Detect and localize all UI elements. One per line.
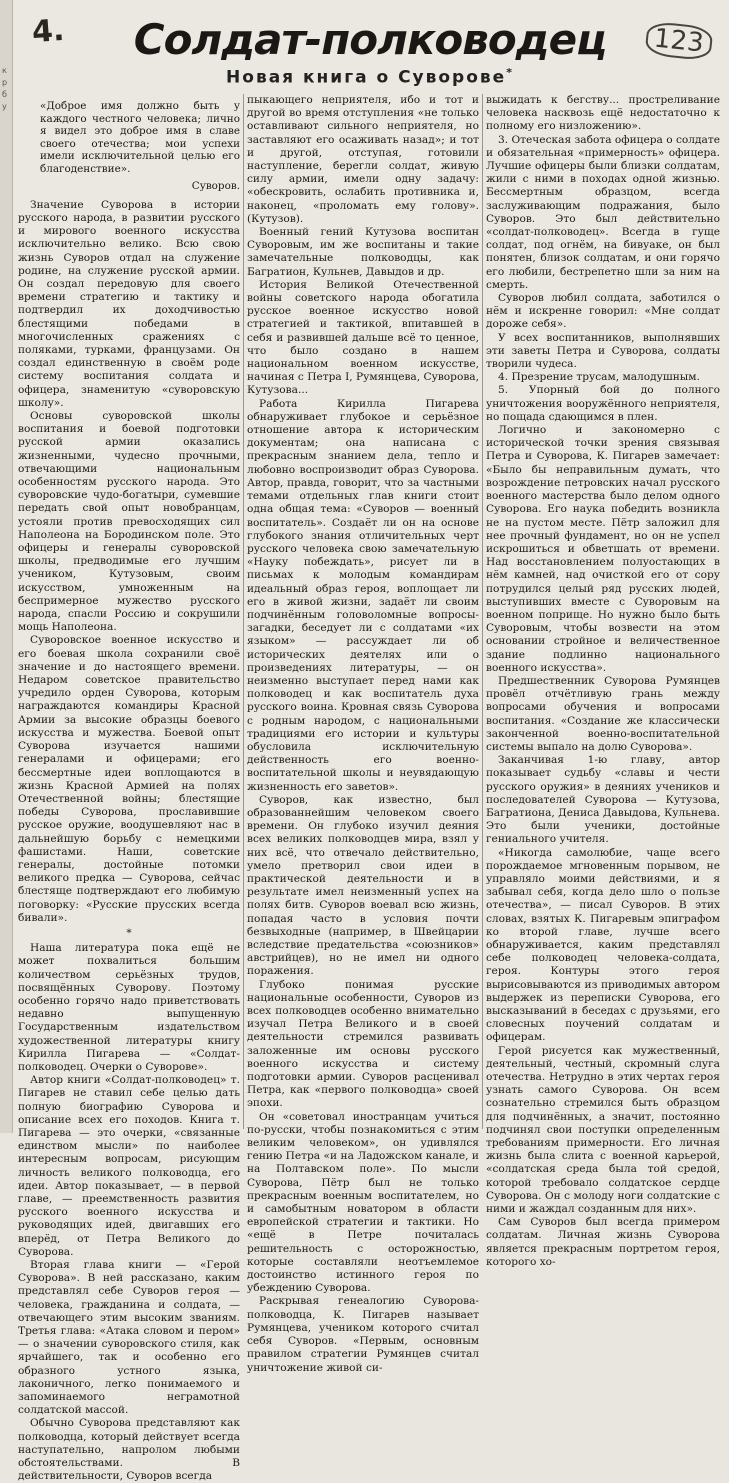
paragraph: Герой рисуется как мужественный, деятельный, честный, скромный слуга отечества. Нетрудно в этих чертах героя узнать самого Суворова. Он всем сознательно стремился быть образцом для подчинённых, а значит, постоянно подчинял свои поступки определенным требованиям примерности. Его личная жизнь была слита с военной карьерой, «солдатская среда была той средой, которой требовало солдатское сердце Суворова. Он с молоду ноги солдатские с ними и жаждал созданным для них». (486, 1044, 720, 1216)
paragraph: Работа Кирилла Пигарева обнаруживает глубокое и серьёзное отношение автора к историческим документам; она написана с прекрасным знанием дела, тепло и любовно воспроизводит образ Суворова. Автор, правда, говорит, что за частными темами отдельных глав книги стоит одна общая тема: «Суворов — военный воспитатель». Создаёт ли он на основе глубокого знания отличительных черт русского человека свою замечательную «Науку побеждать», рисует ли в письмах к молодым командирам идеальный образ героя, воплощает ли его в живой жизни, задаёт ли своим подчинённым головоломные вопросы-загадки, беседует ли с солдатами «их языком» — рассуждает ли об исторических деятелях или о произведениях литературы, — он неизменно выступает перед нами как полководец и как воспитатель духа русского воина. Кровная связь Суворова с родным народом, с национальными традициями его истории и культуры обусловила исключительную действенность его военно-воспитательной школы и неувядающую жизненность его заветов». (247, 397, 479, 793)
paragraph: Наша литература пока ещё не может похвалиться большим количеством серьёзных трудов, посвящённых Суворову. Поэтому особенно горячо надо приветствовать недавно выпущенную Государственным издательством художественной литературы книгу Кирилла Пигарева — «Солдат-полководец. Очерки о Суворове». (18, 942, 240, 1073)
paragraph: История Великой Отечественной войны советского народа обогатила русское военное искусство новой стратегией и тактикой, впитавшей в себя и развившей дальше всё то ценное, что было создано в нашем национальном военном искусстве, начиная с Петра I, Румянцева, Суворова, Кутузова... (247, 278, 479, 397)
paragraph: У всех воспитанников, выполнявших эти заветы Петра и Суворова, солдаты творили чудеса. (486, 331, 720, 371)
article-subtitle (180, 66, 560, 88)
paragraph: Раскрывая генеалогию Суворова-полководца, К. Пигарев называет Румянцева, учеником которого считал себя Суворов. «Первым, основным правилом стратегии Румянцев считал уничтожение живой си- (247, 1295, 479, 1374)
paragraph: Он «советовал иностранцам учиться по-русски, чтобы познакомиться с этим великим человеком», он удивлялся гению Петра «и на Ладожском канале, и на Полтавском поле». По мысли Суворова, Пётр был не только прекрасным военным воспитателем, но и самобытным новатором в области европейской стратегии и тактики. Но «ещё в Петре почиталась решительность с осторожностью, которые составляли неотъемлемое достоинство истинного героя по убеждению Суворова. (247, 1110, 479, 1295)
column-rule (243, 94, 244, 1129)
paragraph: Глубоко понимая русские национальные особенности, Суворов из всех полководцев особенно внимательно изучал Петра Великого и в своей деятельности стремился развивать заложенные им основы русского военного искусства и систему подготовки армии. Суворов расценивал Петра, как «первого полководца» своей эпохи. (247, 978, 479, 1110)
edge-mark: у (2, 102, 7, 111)
column-3 (486, 94, 720, 1268)
epigraph-author: Суворов. (191, 179, 240, 192)
page-number: 4. (30, 12, 66, 51)
handwritten-mark: 123 (644, 21, 713, 62)
paragraph: Автор книги «Солдат-полководец» т. Пигарев не ставил себе целью дать полную биографию Суворова и описание всех его походов. Книга т. Пигарева — это очерки, «связанные единством мысли» по наиболее интересным вопросам, рисующим личность великого полководца, его идеи. Автор показывает, — в первой главе, — преемственность развития русского военного искусства и руководящих идей, двигавших его вперёд, от Петра Великого до Суворова. (18, 1074, 240, 1258)
paragraph: Сам Суворов был всегда примером солдатам. Личная жизнь Суворова является прекрасным портретом героя, которого хо- (486, 1216, 720, 1268)
paragraph: Суворов любил солдата, заботился о нём и искренне говорил: «Мне солдат дороже себя». (486, 292, 720, 331)
paragraph: Основы суворовской школы воспитания и боевой подготовки русской армии оказались жизненными, чудесно прочными, отвечающими национальным особенностям русского народа. Это суворовские чудо-богатыри, сумевшие передать свой опыт новобранцам, устояли против превосходящих сил Наполеона на Бородинском поле. Это офицеры и генералы суворовской школы, предводимые его лучшим учеником, Кутузовым, своим искусством, умноженным на беспримерное мужество русского народа, спасли Россию и сокрушили мощь Наполеона. (18, 410, 240, 634)
paragraph: 5. Упорный бой до полного уничтожения вооружённого неприятеля, но пощада сдающимся в плен. (486, 384, 720, 423)
paragraph: Предшественник Суворова Румянцев провёл отчётливую грань между вопросами обучения и вопросами воспитания. «Создание же классически законченной военно-воспитательной системы выпало на долю Суворова». (486, 674, 720, 753)
page-edge (0, 0, 13, 1133)
paragraph: Значение Суворова в истории русского народа, в развитии русского и мирового военного искусства исключительно велико. Всю свою жизнь Суворов отдал на служение родине, на служение русской армии. Он создал передовую для своего времени стратегию и тактику и подтвердил их доходчивостью блестящими победами в многочисленных сражениях с поляками, турками, французами. Он создал единственную в своём роде систему воспитания солдата и офицера, знаменитую «суворовскую школу». (18, 198, 240, 409)
paragraph: Логично и закономерно с исторической точки зрения связывая Петра и Суворова, К. Пигарев замечает: «Было бы неправильным думать, что возрождение петровских начал русского военного мастерства было делом одного Суворова. Его наука победить возникла не на пустом месте. Пётр заложил для нее прочный фундамент, но он не успел искрошиться и обветшать от времени. Над восстановлением полуостающих в нём камней, над очисткой его от сору потрудился целый ряд русских людей, выступивших вместе с Суворовым на военном поприще. Но нужно было быть Суворовым, чтобы возвести на этом основании стройное и величественное здание подлинно национального военного искусства». (486, 424, 720, 674)
column-1 (18, 94, 240, 1483)
paragraph: Суворов, как известно, был образованнейшим человеком своего времени. Он глубоко изучил деяния всех великих полководцев мира, взял у них всё, что отвечало действительно, умело претворил свои идеи в практической деятельности и в результате имел неизменный успех на полях битв. Суворов воевал всю жизнь, попадая часто в условия почти безвыходные (например, в Швейцарии вследствие предательства «союзников» австрийцев), но не имел ни одного поражения. (247, 793, 479, 978)
subtitle-footnote-mark: * (506, 66, 514, 79)
epigraph: «Доброе имя должно быть у каждого честного человека; лично я видел это доброе имя в славе своего отечества; мои успехи имели исключительной целью его благоденствие». (40, 100, 240, 175)
paragraph: 3. Отеческая забота офицера о солдате и обязательная «примерность» офицера. Лучшие офицеры были близки солдатам, жили с ними в походах одной жизнью. Бессмертным образцом, всегда заслуживающим подражания, было Суворов. Это был действительно «солдат-полководец». Всегда в гуще солдат, под огнём, на бивуаке, он был понятен, близок солдатам, и они горячо его любили, бестрепетно шли за ним на смерть. (486, 133, 720, 291)
paragraph: 4. Презрение трусам, малодушным. (498, 371, 700, 384)
edge-mark: к (2, 66, 7, 75)
paragraph: выжидать к бегству... простреливание человека насквозь ещё недостаточно к полному его низложению». (486, 94, 720, 133)
column-rule (482, 94, 483, 1129)
subtitle-text: Новая книга о Суворове (226, 67, 507, 88)
edge-mark: б (2, 90, 7, 99)
paragraph: Военный гений Кутузова воспитан Суворовым, им же воспитаны и такие замечательные полководцы, как Багратион, Кульнев, Давыдов и др. (247, 226, 479, 278)
article-title: Солдат-полководец (133, 15, 607, 64)
paragraph: Обычно Суворова представляют как полководца, который действует всегда наступательно, напролом любыми обстоятельствами. В действительности, Суворов всегда (18, 1417, 240, 1483)
paragraph: Вторая глава книги — «Герой Суворова». В ней рассказано, каким представлял себе Суворов героя — человека, гражданина и солдата, — отвечающего этим высоким званиям. Третья глава: «Атака словом и пером» — о значении суворовского стиля, как ярчайшего, так и особенно его образного устного языка, лаконичного, легко понимаемого и запоминаемого неграмотной солдатской массой. (18, 1259, 240, 1417)
paragraph: «Никогда самолюбие, чаще всего порождаемое мгновенным порывом, не управляло моими действиями, и я забывал себя, когда дело шло о пользе отечества», — писал Суворов. В этих словах, взятых К. Пигаревым эпиграфом ко второй главе, лучше всего обнаруживается, каким представлял себе полководец человека-солдата, героя. Контуры этого героя вырисовываются из приводимых автором выдержек из переписки Суворова, его высказываний в беседах с друзьями, его словесных поучений солдатам и офицерам. (486, 846, 720, 1044)
column-2 (247, 94, 479, 1374)
edge-mark: р (2, 78, 8, 87)
section-break: * (126, 926, 132, 939)
paragraph: Суворовское военное искусство и его боевая школа сохранили своё значение и до настоящего времени. Недаром советское правительство учредило орден Суворова, которым награждаются командиры Красной Армии за высокие образцы боевого искусства и мужества. Боевой опыт Суворова изучается нашими генералами и офицерами; его бессмертные идеи воплощаются в жизнь Красной Армией на полях Отечественной войны; блестящие победы Суворова, прославившие русское оружие, воодушевляют нас в дальнейшую борьбу с немецкими фашистами. Наши, советские генералы, достойные потомки великого предка — Суворова, сейчас блестяще подтверждают его любимую поговорку: «Русские прусских всегда бивали». (18, 634, 240, 924)
paragraph: Заканчивая 1-ю главу, автор показывает судьбу «славы и чести русского оружия» в деяниях учеников и последователей Суворова — Кутузова, Багратиона, Дениса Давыдова, Кульнева. Это были ученики, достойные гениального учителя. (486, 754, 720, 846)
paragraph: пыкающего неприятеля, ибо и тот и другой во время отступления «не только оставливают сильного неприятеля, но заставляют его осаживать назад»; и тот и другой, отступая, готовили наступление, берегли солдат, живую силу армии, имели одну задачу: «обескровить, ослабить противника и, наконец, «проломать ему голову». (Кутузов). (247, 94, 479, 225)
